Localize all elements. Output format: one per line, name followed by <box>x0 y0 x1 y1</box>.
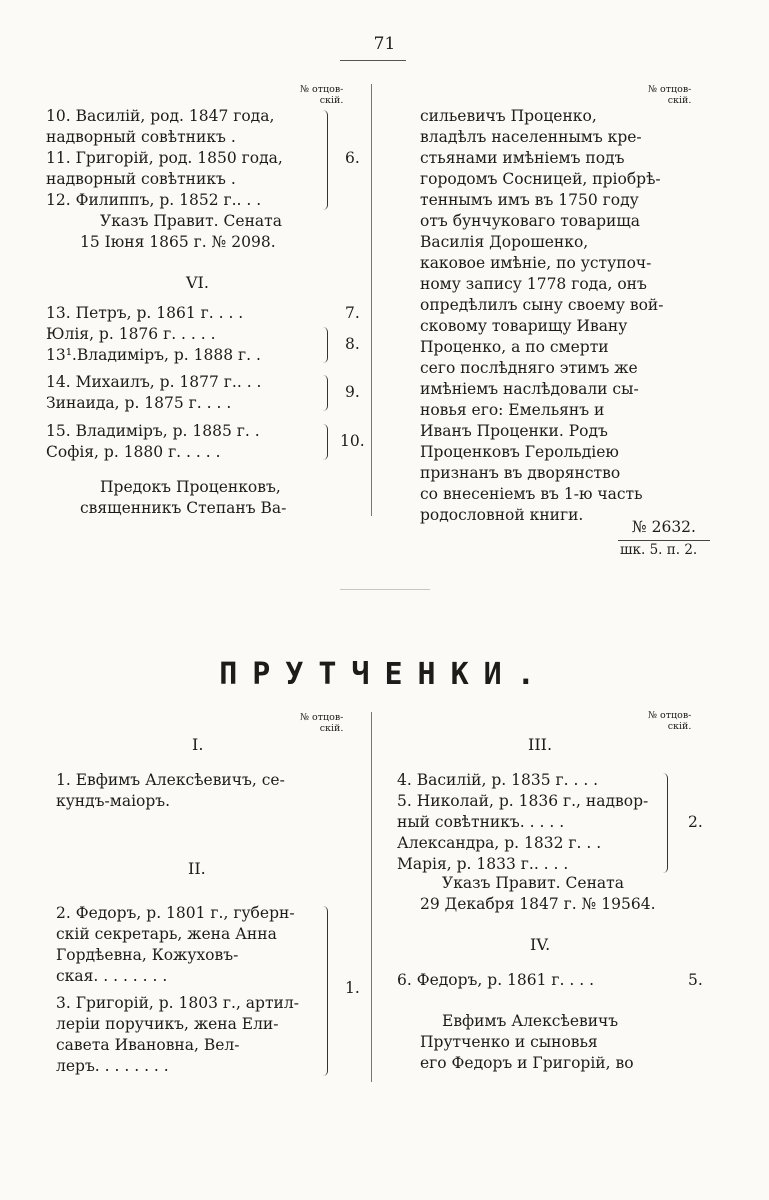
entry-10: 10. Василій, род. 1847 года, <box>46 107 275 125</box>
otsov-header-top-left: № отцов- скій. <box>300 84 344 106</box>
entry-1: 1. Евфимъ Алексѣевичъ, се- <box>56 771 285 789</box>
entry-12: 12. Филиппъ, р. 1852 г.. . . <box>46 191 262 209</box>
father-number-7: 7. <box>345 304 360 322</box>
entry-zinaida: Зинаида, р. 1875 г. . . . <box>46 394 232 412</box>
brace-4-5 <box>662 773 668 873</box>
column-divider-bottom <box>371 712 372 1082</box>
brace-10 <box>322 424 328 460</box>
otsov-header-top-right: № отцов- скій. <box>648 84 692 106</box>
entry-3: 3. Григорій, р. 1803 г., артил- <box>56 994 299 1012</box>
shelf-mark: шк. 5. п. 2. <box>620 542 698 558</box>
closing-line-1: Евфимъ Алексѣевичъ <box>442 1012 619 1030</box>
closing-line-3: его Федоръ и Григорій, во <box>420 1054 634 1072</box>
entry-2-cont-3: ская. . . . . . . . <box>56 967 168 985</box>
section-iii: III. <box>528 735 553 754</box>
ancestor-history: сильевичъ Проценко, владѣлъ населеннымъ кре- стьянами имѣніемъ подъ городомъ Сосницей, пріобрѣ- теннымъ имъ въ 1750 году отъ бунчуковаго товарища Василія Дорошенко, каковое имѣніе, по уступоч- ному запису 1778 года, онъ опредѣлилъ сыну своему вой- сковому товарищу Ивану Проценко, а по смерти сего послѣдняго этимъ же имѣніемъ наслѣдовали сы- новья его: Емельянъ и Иванъ Проценки. Родъ Проценковъ Герольдіею признанъ въ дворянство со внесеніемъ въ 1-ю часть родословной книги. <box>420 107 664 524</box>
entry-13: 13. Петръ, р. 1861 г. . . . <box>46 304 244 322</box>
ukaz-line-1: Указъ Правит. Сената <box>100 212 282 230</box>
column-divider-top <box>371 84 372 516</box>
father-number-1: 1. <box>345 979 360 997</box>
entry-3-cont-3: леръ. . . . . . . . <box>56 1057 169 1075</box>
entry-3-cont-1: леріи поручикъ, жена Ели- <box>56 1015 279 1033</box>
ukaz-2-line-1: Указъ Правит. Сената <box>442 874 624 892</box>
entry-11: 11. Григорій, род. 1850 года, <box>46 149 283 167</box>
ukaz-2-line-2: 29 Декабря 1847 г. № 19564. <box>420 895 656 913</box>
section-iv: IV. <box>530 935 551 954</box>
entry-5-cont: ный совѣтникъ. . . . . <box>397 813 565 831</box>
entry-14: 14. Михаилъ, р. 1877 г.. . . <box>46 373 262 391</box>
entry-15: 15. Владиміръ, р. 1885 г. . <box>46 422 260 440</box>
entry-13-1: 13¹.Владиміръ, р. 1888 г. . <box>46 346 261 364</box>
brace-10-12 <box>322 110 328 210</box>
section-vi: VI. <box>186 273 209 292</box>
ancestor-line-2: священникъ Степанъ Ва- <box>80 499 287 517</box>
entry-2-cont-2: Гордѣевна, Кожуховъ- <box>56 946 239 964</box>
father-number-9: 9. <box>345 383 360 401</box>
entry-maria: Марія, р. 1833 г.. . . . <box>397 855 569 873</box>
entry-10-cont: надворный совѣтникъ . <box>46 128 236 146</box>
top-rule <box>340 60 406 61</box>
father-number-5: 5. <box>688 971 703 989</box>
otsov-header-bottom-left: № отцов- скій. <box>300 712 344 734</box>
ukaz-line-2: 15 Іюня 1865 г. № 2098. <box>80 233 276 251</box>
family-title: ПРУТЧЕНКИ. <box>219 657 550 692</box>
closing-line-2: Прутченко и сыновья <box>420 1033 598 1051</box>
brace-2-3 <box>322 906 328 1076</box>
section-separator <box>340 589 430 590</box>
otsov-header-bottom-right: № отцов- скій. <box>648 710 692 732</box>
section-i: I. <box>192 735 204 754</box>
entry-4: 4. Василій, р. 1835 г. . . . <box>397 771 599 789</box>
father-number-6: 6. <box>345 149 360 167</box>
entry-1-cont: кундъ-маіоръ. <box>56 792 171 810</box>
entry-2: 2. Федоръ, р. 1801 г., губерн- <box>56 904 295 922</box>
brace-9 <box>322 375 328 411</box>
entry-julia: Юлія, р. 1876 г. . . . . <box>46 325 216 343</box>
father-number-2: 2. <box>688 813 703 831</box>
entry-11-cont: надворный совѣтникъ . <box>46 170 236 188</box>
entry-aleksandra: Александра, р. 1832 г. . . <box>397 834 602 852</box>
father-number-8: 8. <box>345 335 360 353</box>
brace-8 <box>322 327 328 363</box>
ancestor-line-1: Предокъ Проценковъ, <box>100 478 281 496</box>
page-number: 71 <box>373 34 396 54</box>
file-number: № 2632. <box>632 518 696 536</box>
entry-6: 6. Федоръ, р. 1861 г. . . . <box>397 971 595 989</box>
entry-2-cont-1: скій секретарь, жена Анна <box>56 925 277 943</box>
entry-5: 5. Николай, р. 1836 г., надвор- <box>397 792 649 810</box>
section-ii: II. <box>188 859 206 878</box>
entry-sofia: Софія, р. 1880 г. . . . . <box>46 443 221 461</box>
father-number-10: 10. <box>340 432 365 450</box>
entry-3-cont-2: савета Ивановна, Вел- <box>56 1036 240 1054</box>
